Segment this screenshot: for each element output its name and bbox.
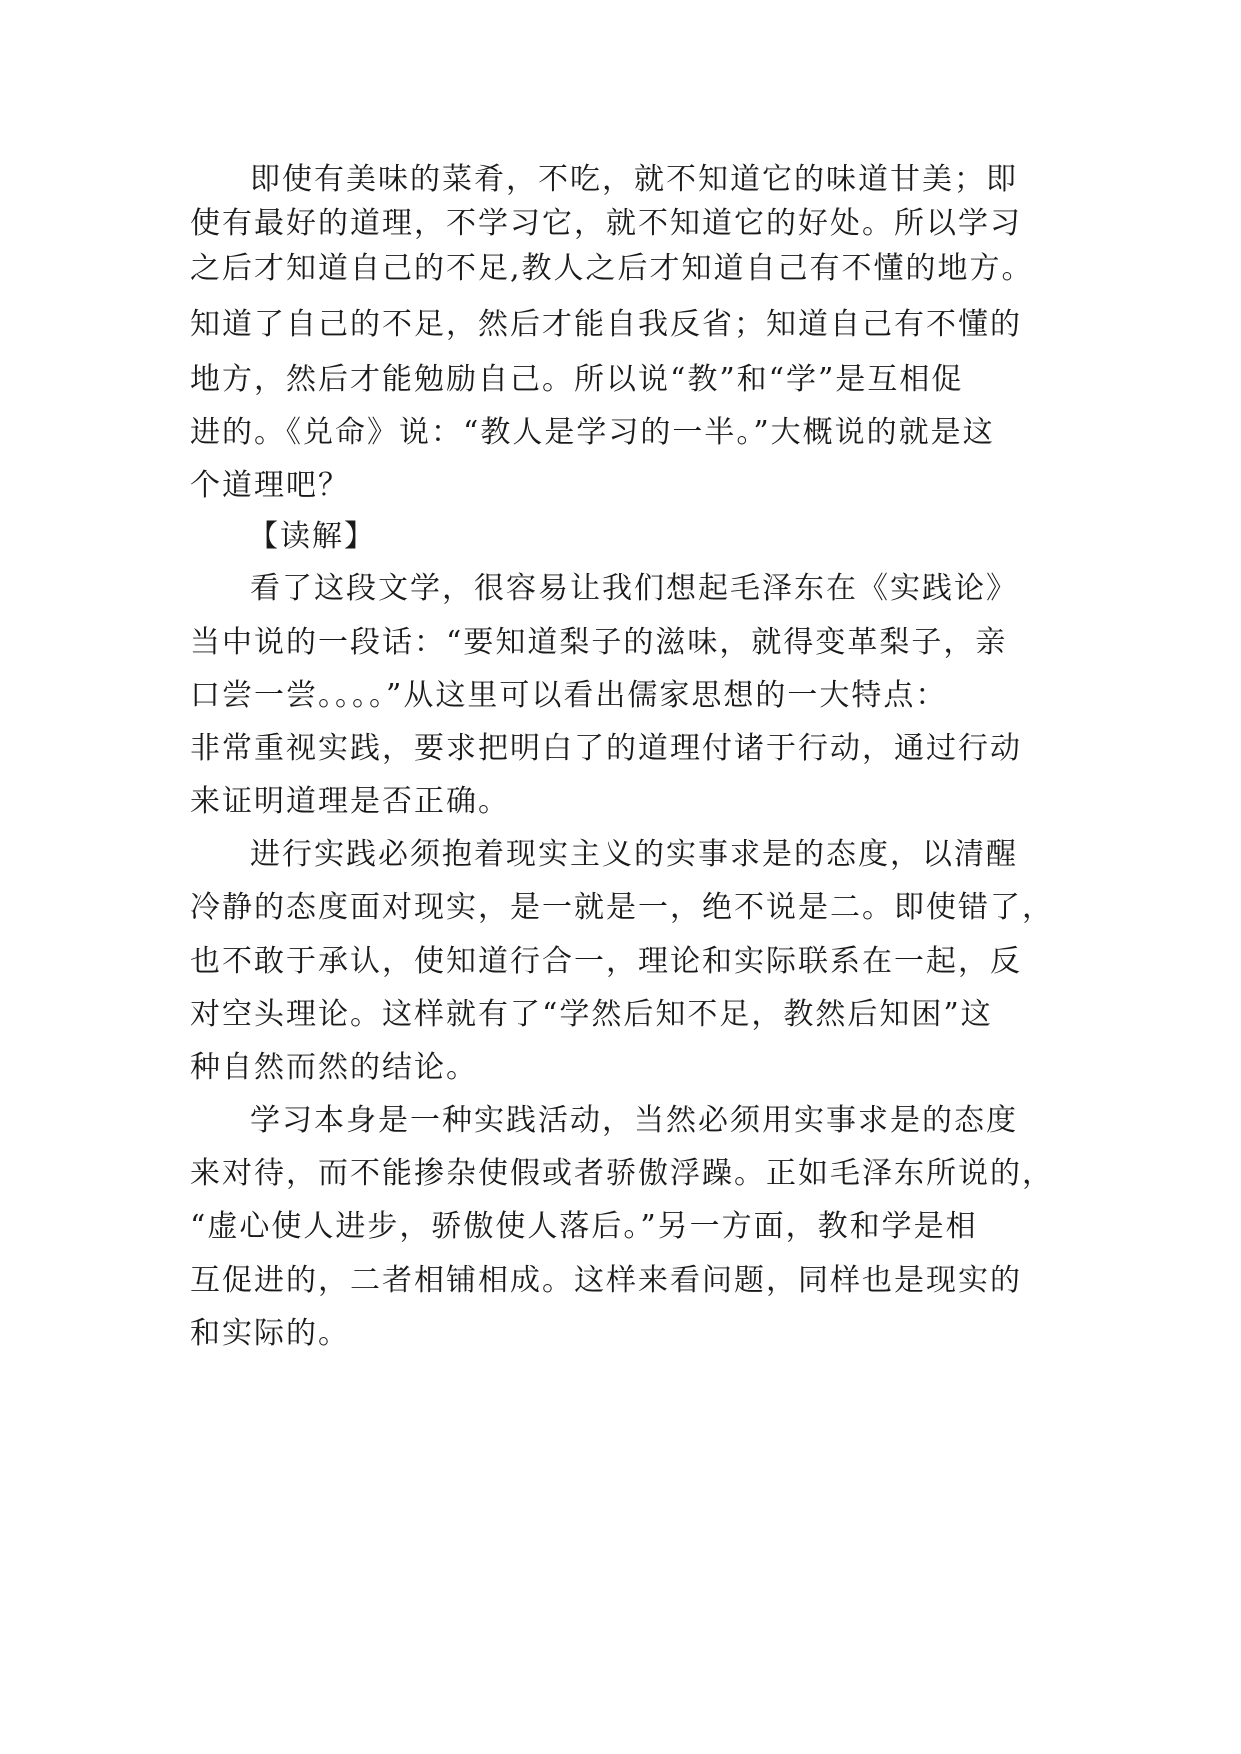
text-line: 来对待，而不能掺杂使假或者骄傲浮躁。正如毛泽东所说的， <box>190 1156 1054 1191</box>
text-line: 即使有美味的菜肴，不吃，就不知道它的味道甘美；即 <box>250 162 1018 197</box>
text-line: 地方，然后才能勉励自己。所以说“教”和“学”是互相促 <box>190 362 964 397</box>
text-line: 和实际的。 <box>190 1316 350 1351</box>
text-line: 冷静的态度面对现实，是一就是一，绝不说是二。即使错了， <box>190 890 1054 925</box>
text-line: 来证明道理是否正确。 <box>190 784 510 819</box>
text-line: “虚心使人进步，骄傲使人落后。”另一方面，教和学是相 <box>190 1209 978 1244</box>
text-line: 非常重视实践，要求把明白了的道理付诸于行动，通过行动 <box>190 731 1022 766</box>
text-line: 使有最好的道理，不学习它，就不知道它的好处。所以学习 <box>190 206 1022 241</box>
text-line: 知道了自己的不足，然后才能自我反省；知道自己有不懂的 <box>190 307 1022 342</box>
text-line: 也不敢于承认，使知道行合一，理论和实际联系在一起，反 <box>190 944 1022 979</box>
text-line: 对空头理论。这样就有了“学然后知不足，教然后知困”这 <box>190 997 993 1032</box>
text-line: 当中说的一段话：“要知道梨子的滋味，就得变革梨子，亲 <box>190 625 1008 660</box>
text-line: 看了这段文学，很容易让我们想起毛泽东在《实践论》 <box>250 571 1018 606</box>
text-line: 进的。《兑命》说：“教人是学习的一半。”大概说的就是这 <box>190 415 995 450</box>
text-line: 学习本身是一种实践活动，当然必须用实事求是的态度 <box>250 1103 1018 1138</box>
text-line: 种自然而然的结论。 <box>190 1050 478 1085</box>
text-line: 之后才知道自己的不足,教人之后才知道自己有不懂的地方。 <box>190 251 1034 286</box>
text-line: 口尝一尝。。。。”从这里可以看出儒家思想的一大特点： <box>190 678 948 713</box>
section-heading: 【读解】 <box>248 519 376 554</box>
text-line: 互促进的，二者相铺相成。这样来看问题，同样也是现实的 <box>190 1263 1022 1298</box>
text-line: 个道理吧？ <box>190 468 350 503</box>
text-line: 进行实践必须抱着现实主义的实事求是的态度，以清醒 <box>250 837 1018 872</box>
